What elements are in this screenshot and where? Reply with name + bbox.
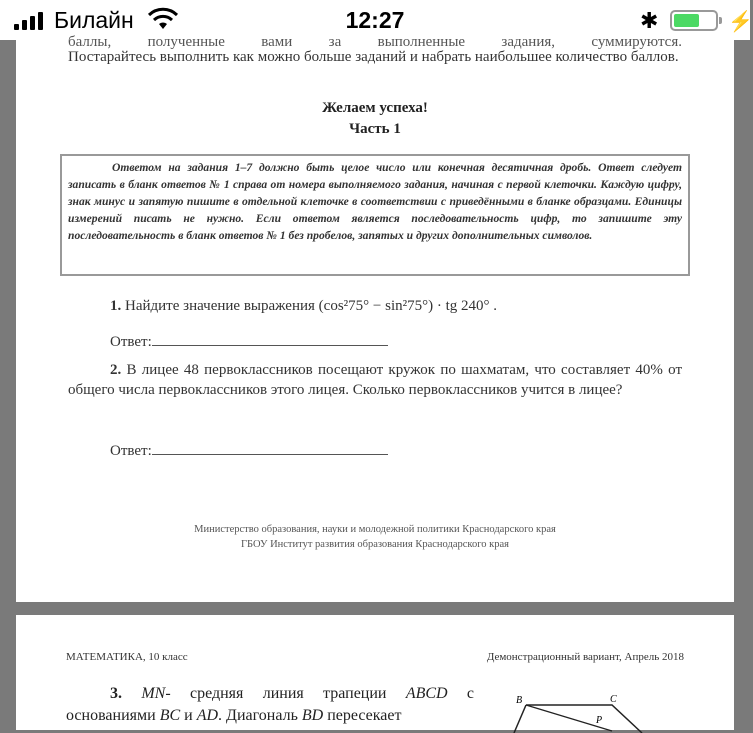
intro-paragraph: Постарайтесь выполнить как можно больше заданий и набрать наибольшее количество баллов. — [68, 49, 679, 65]
task-1-number: 1. — [110, 298, 122, 314]
task-3-number: 3. — [110, 685, 122, 702]
answer-field-2[interactable] — [110, 441, 388, 460]
bluetooth-icon: ✱ — [640, 8, 659, 33]
document-page-1 — [16, 34, 734, 602]
footer-institute: ГБОУ Институт развития образования Краснодарского края — [240, 539, 509, 550]
answer-line[interactable] — [152, 332, 388, 346]
task-1-text: Найдите значение выражения — [125, 298, 315, 314]
task-3-and: и — [184, 707, 193, 724]
task-3-text-d: пересекает — [327, 707, 402, 724]
instructions-box — [60, 154, 690, 276]
clock: 12:27 — [345, 7, 405, 33]
figure-label-p: P — [596, 715, 603, 726]
answer-label: Ответ: — [110, 334, 152, 350]
charging-icon: ⚡ — [728, 11, 753, 33]
task-2-number: 2. — [110, 362, 122, 378]
wish-heading: Желаем успеха! — [322, 100, 428, 116]
task-1 — [68, 296, 682, 316]
footer-ministry: Министерство образования, науки и молодежной политики Краснодарского края — [194, 524, 556, 535]
trapezoid-name: ABCD — [405, 685, 448, 702]
page-header-subject: МАТЕМАТИКА, 10 класс — [66, 651, 188, 663]
answer-label: Ответ: — [110, 443, 152, 459]
battery-icon — [670, 10, 718, 31]
part-heading: Часть 1 — [349, 121, 401, 137]
task-2-text: В лицее 48 первоклассников посещают кружок по шахматам, что составляет 40% от общего числа первоклассников этого лицея. Сколько первоклассников учится в лицее? — [68, 362, 682, 398]
task-3 — [66, 683, 474, 727]
answer-line[interactable] — [152, 441, 388, 455]
cut-off-text-line: баллы, полученные вами за выполненные задания, суммируются. — [68, 34, 682, 50]
base-ad: AD — [196, 707, 219, 724]
trapezoid-figure — [512, 693, 652, 733]
task-3-text-b: с основаниями — [66, 685, 475, 724]
document-page-2 — [16, 615, 734, 730]
task-3-text-c: . Диагональ — [218, 707, 298, 724]
answer-field-1[interactable] — [110, 332, 388, 351]
page-header-variant: Демонстрационный вариант, Апрель 2018 — [486, 651, 684, 663]
figure-label-c: C — [610, 694, 617, 705]
base-bc: BC — [159, 707, 181, 724]
instructions-text: Ответом на задания 1–7 должно быть целое число или конечная десятичная дробь. Ответ следует записать в бланк ответов № 1 справа от номера выполняемого задания, начиная с первой клеточки. Каждую цифру, знак минус и запятую пишите в отдельной клеточке в соответствии с приведёнными в бланке образцами. Единицы измерений писать не нужно. Если ответом является последовательность цифр, то запишите эту последовательность в бланк ответов № 1 без пробелов, запятых и других дополнительных символов. — [68, 161, 682, 242]
task-1-expression: (cos²75° − sin²75°) · tg 240° . — [318, 298, 498, 314]
carrier-name: Билайн — [54, 7, 134, 33]
figure-label-b: B — [516, 695, 523, 706]
segment-mn: MN — [141, 685, 166, 702]
diagonal-bd: BD — [301, 707, 324, 724]
task-2 — [68, 360, 682, 400]
task-3-text-a: - средняя линия трапеции — [165, 685, 387, 702]
